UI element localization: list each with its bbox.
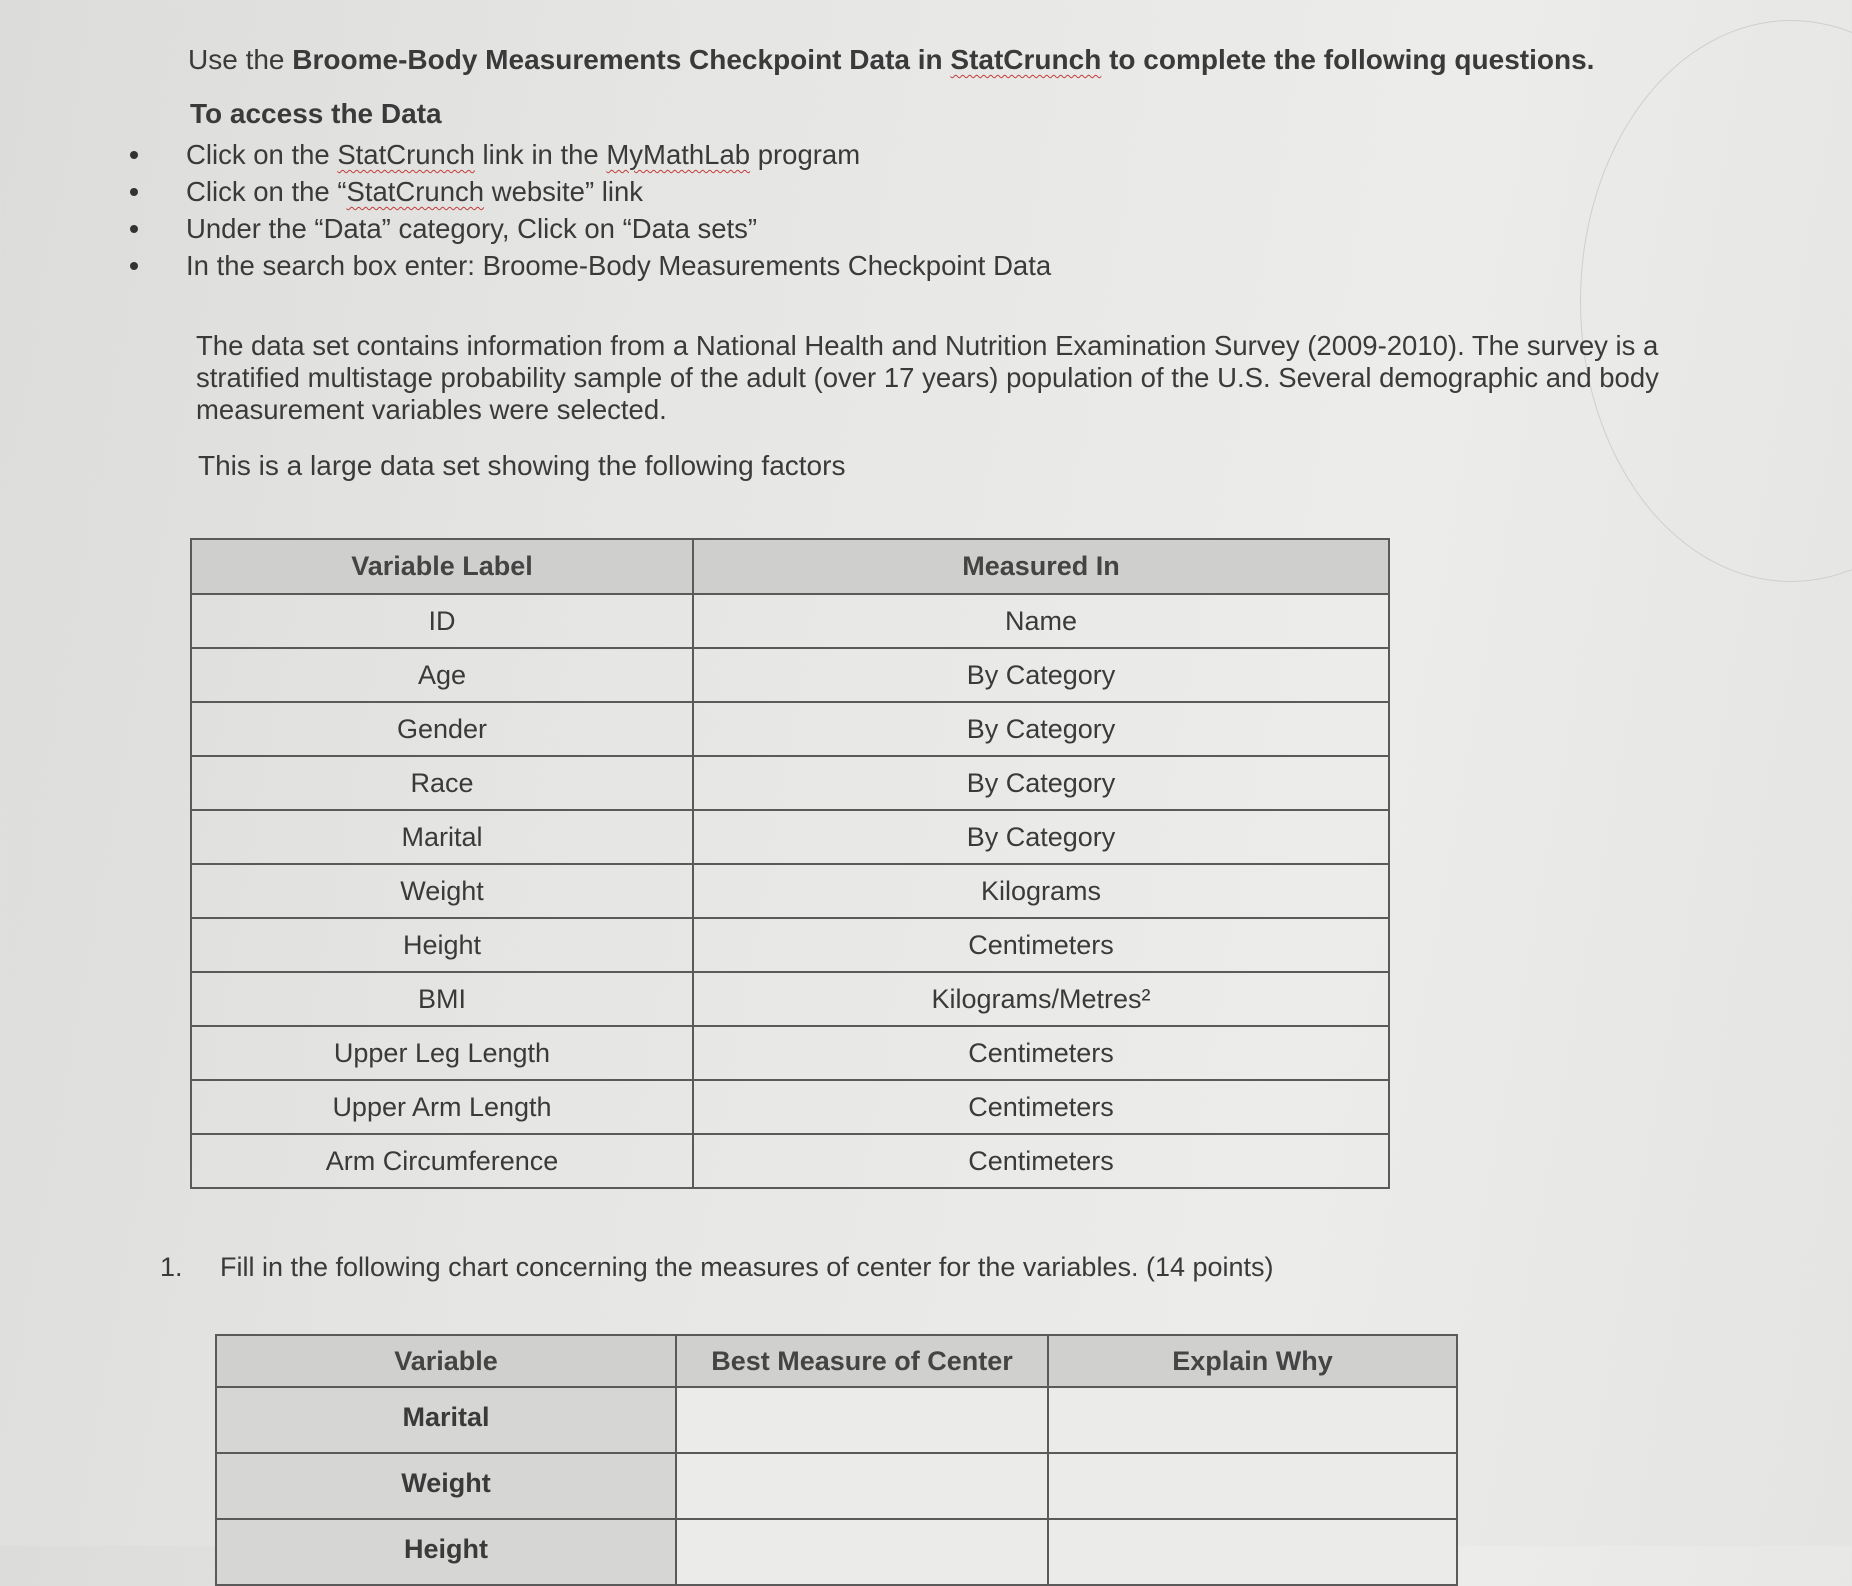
best-measure-input-cell[interactable] bbox=[676, 1519, 1048, 1585]
variable-label-cell: BMI bbox=[191, 972, 693, 1026]
table-header-row bbox=[216, 1335, 1457, 1387]
step-text: In the search box enter: Broome-Body Measurements Checkpoint Data bbox=[186, 250, 1052, 281]
variables-table bbox=[190, 538, 1390, 1189]
measured-in-cell: Kilograms/Metres² bbox=[693, 972, 1389, 1026]
header-measured-in: Measured In bbox=[693, 539, 1389, 594]
variable-cell: Weight bbox=[216, 1453, 676, 1519]
bullet-icon bbox=[130, 151, 138, 159]
table-row bbox=[216, 1519, 1457, 1585]
variable-label-cell: Upper Arm Length bbox=[191, 1080, 693, 1134]
table-header-row bbox=[191, 539, 1389, 594]
variable-cell: Height bbox=[216, 1519, 676, 1585]
table-row bbox=[216, 1387, 1457, 1453]
measured-in-cell: By Category bbox=[693, 756, 1389, 810]
header-explain-why: Explain Why bbox=[1048, 1335, 1457, 1387]
table-row bbox=[191, 972, 1389, 1026]
table-row bbox=[191, 1134, 1389, 1188]
bullet-icon bbox=[130, 188, 138, 196]
variable-label-cell: ID bbox=[191, 594, 693, 648]
step-text: Click on the StatCrunch link in the MyMathLab program bbox=[186, 139, 861, 170]
variable-label-cell: Age bbox=[191, 648, 693, 702]
table-row bbox=[191, 810, 1389, 864]
table-row bbox=[191, 756, 1389, 810]
variable-cell: Marital bbox=[216, 1387, 676, 1453]
factors-intro: This is a large data set showing the following factors bbox=[198, 450, 846, 481]
header-variable: Variable bbox=[216, 1335, 676, 1387]
best-measure-input-cell[interactable] bbox=[676, 1453, 1048, 1519]
header-variable-label: Variable Label bbox=[191, 539, 693, 594]
explain-why-input-cell[interactable] bbox=[1048, 1453, 1457, 1519]
bullet-icon bbox=[130, 262, 138, 270]
variable-label-cell: Height bbox=[191, 918, 693, 972]
step-text: Click on the “StatCrunch website” link bbox=[186, 176, 644, 207]
variable-label-cell: Upper Leg Length bbox=[191, 1026, 693, 1080]
measured-in-cell: Centimeters bbox=[693, 1026, 1389, 1080]
explain-why-input-cell[interactable] bbox=[1048, 1519, 1457, 1585]
table-row bbox=[191, 918, 1389, 972]
measured-in-cell: Centimeters bbox=[693, 1080, 1389, 1134]
intro-line: Use the Broome-Body Measurements Checkpoint Data in StatCrunch to complete the following questions. bbox=[188, 44, 1595, 75]
measured-in-cell: Centimeters bbox=[693, 1134, 1389, 1188]
question-number: 1. bbox=[160, 1252, 183, 1282]
measured-in-cell: By Category bbox=[693, 810, 1389, 864]
dataset-description: The data set contains information from a National Health and Nutrition Examination Survey (2009-2010). The survey is a stratified multistage probability sample of the adult (over 17 years) population of the U.S. Several demographic and body measurement variables were selected. bbox=[196, 330, 1659, 425]
question-text: Fill in the following chart concerning the measures of center for the variables. (14 points) bbox=[220, 1252, 1274, 1282]
table-row bbox=[191, 1080, 1389, 1134]
center-measures-table bbox=[215, 1334, 1458, 1586]
access-title: To access the Data bbox=[190, 98, 442, 129]
best-measure-input-cell[interactable] bbox=[676, 1387, 1048, 1453]
variable-label-cell: Gender bbox=[191, 702, 693, 756]
measured-in-cell: Name bbox=[693, 594, 1389, 648]
explain-why-input-cell[interactable] bbox=[1048, 1387, 1457, 1453]
table-row bbox=[191, 702, 1389, 756]
table-row bbox=[191, 864, 1389, 918]
measured-in-cell: Centimeters bbox=[693, 918, 1389, 972]
measured-in-cell: By Category bbox=[693, 648, 1389, 702]
step-text: Under the “Data” category, Click on “Data sets” bbox=[186, 213, 758, 244]
variable-label-cell: Race bbox=[191, 756, 693, 810]
measured-in-cell: Kilograms bbox=[693, 864, 1389, 918]
variable-label-cell: Arm Circumference bbox=[191, 1134, 693, 1188]
variable-label-cell: Marital bbox=[191, 810, 693, 864]
header-best-measure: Best Measure of Center bbox=[676, 1335, 1048, 1387]
bullet-icon bbox=[130, 225, 138, 233]
page-curve-decoration bbox=[1580, 20, 1852, 582]
table-row bbox=[216, 1453, 1457, 1519]
table-row bbox=[191, 594, 1389, 648]
measured-in-cell: By Category bbox=[693, 702, 1389, 756]
table-row bbox=[191, 1026, 1389, 1080]
variable-label-cell: Weight bbox=[191, 864, 693, 918]
table-row bbox=[191, 648, 1389, 702]
